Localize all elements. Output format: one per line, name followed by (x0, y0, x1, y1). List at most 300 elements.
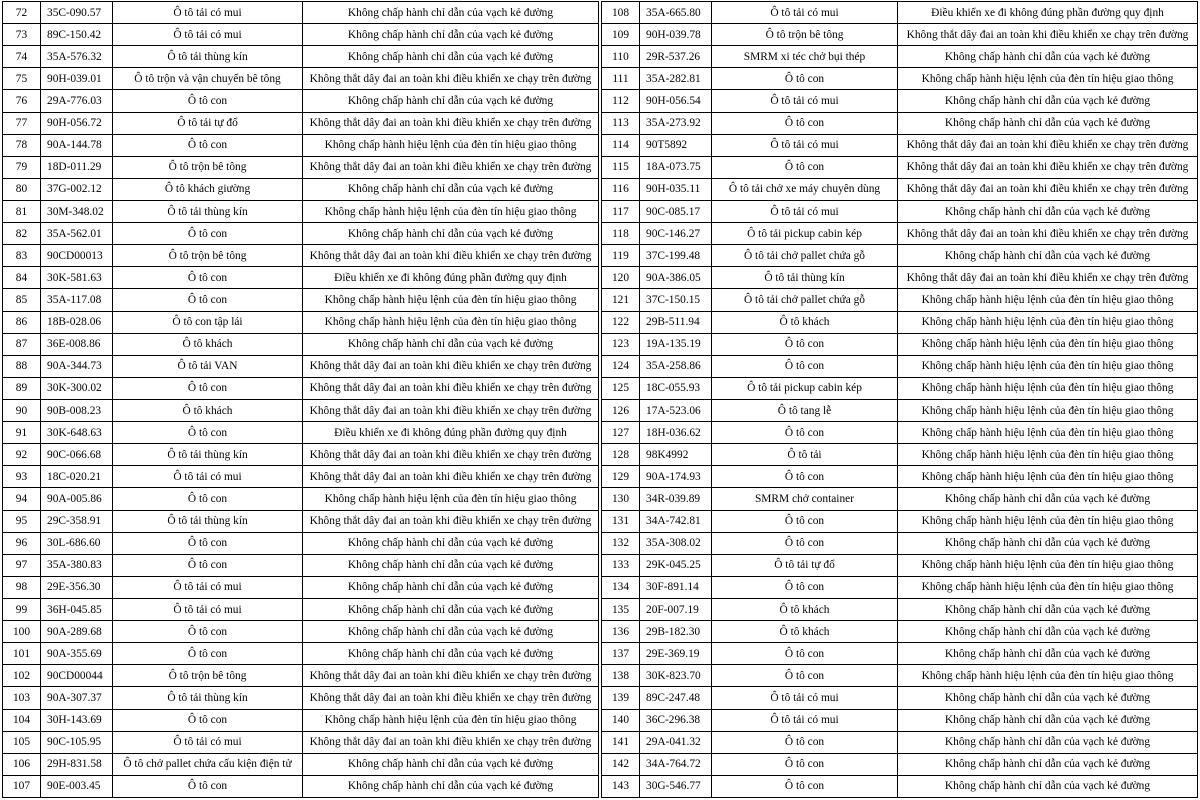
vehicle-type-cell: Ô tô tải (712, 444, 898, 466)
violation-cell: Không chấp hành chỉ dẫn của vạch kẻ đường (303, 643, 599, 665)
vehicle-type-cell: Ô tô con (113, 377, 303, 399)
table-row (602, 532, 1198, 554)
license-plate-cell: 29E-356.30 (41, 576, 113, 598)
row-number-cell: 99 (3, 598, 41, 620)
license-plate-cell: 90A-307.37 (41, 687, 113, 709)
license-plate-cell: 18B-028.06 (41, 311, 113, 333)
license-plate-cell: 90H-035.11 (640, 178, 712, 200)
table-row (3, 355, 599, 377)
violation-cell: Không chấp hành hiệu lệnh của đèn tín hiệu giao thông (898, 377, 1198, 399)
row-number-cell: 80 (3, 178, 41, 200)
violation-cell: Không chấp hành chỉ dẫn của vạch kẻ đường (898, 775, 1198, 797)
violation-cell: Không thắt dây đai an toàn khi điều khiển xe chạy trên đường (303, 355, 599, 377)
table-row (602, 709, 1198, 731)
license-plate-cell: 35A-117.08 (41, 289, 113, 311)
violation-cell: Không chấp hành chỉ dẫn của vạch kẻ đường (303, 576, 599, 598)
violation-cell: Không thắt dây đai an toàn khi điều khiển xe chạy trên đường (303, 510, 599, 532)
table-row (3, 731, 599, 753)
table-row (602, 510, 1198, 532)
row-number-cell: 77 (3, 112, 41, 134)
table-row (602, 289, 1198, 311)
violation-cell: Không thắt dây đai an toàn khi điều khiển xe chạy trên đường (898, 223, 1198, 245)
vehicle-type-cell: Ô tô con (712, 643, 898, 665)
violation-cell: Không thắt dây đai an toàn khi điều khiển xe chạy trên đường (303, 156, 599, 178)
row-number-cell: 83 (3, 245, 41, 267)
row-number-cell: 126 (602, 399, 640, 421)
table-row (602, 68, 1198, 90)
row-number-cell: 133 (602, 554, 640, 576)
vehicle-type-cell: Ô tô tải pickup cabin kép (712, 377, 898, 399)
table-row (602, 665, 1198, 687)
violation-cell: Không chấp hành hiệu lệnh của đèn tín hiệu giao thông (898, 68, 1198, 90)
license-plate-cell: 18H-036.62 (640, 422, 712, 444)
vehicle-type-cell: Ô tô tải có mui (712, 134, 898, 156)
license-plate-cell: 35A-562.01 (41, 223, 113, 245)
table-row (602, 311, 1198, 333)
row-number-cell: 78 (3, 134, 41, 156)
vehicle-type-cell: Ô tô con (113, 289, 303, 311)
license-plate-cell: 30K-648.63 (41, 422, 113, 444)
row-number-cell: 140 (602, 709, 640, 731)
license-plate-cell: 37G-002.12 (41, 178, 113, 200)
table-row (602, 200, 1198, 222)
violation-cell: Không chấp hành chỉ dẫn của vạch kẻ đường (898, 598, 1198, 620)
license-plate-cell: 35A-665.80 (640, 2, 712, 24)
license-plate-cell: 89C-247.48 (640, 687, 712, 709)
license-plate-cell: 30H-143.69 (41, 709, 113, 731)
license-plate-cell: 90CD00013 (41, 245, 113, 267)
row-number-cell: 79 (3, 156, 41, 178)
license-plate-cell: 19A-135.19 (640, 333, 712, 355)
vehicle-type-cell: Ô tô tải thùng kín (113, 444, 303, 466)
table-row (602, 156, 1198, 178)
license-plate-cell: 34A-764.72 (640, 753, 712, 775)
license-plate-cell: 90B-008.23 (41, 399, 113, 421)
vehicle-type-cell: Ô tô tải thùng kín (113, 46, 303, 68)
violation-cell: Không chấp hành chỉ dẫn của vạch kẻ đường (303, 333, 599, 355)
license-plate-cell: 17A-523.06 (640, 399, 712, 421)
license-plate-cell: 29R-537.26 (640, 46, 712, 68)
violation-cell: Không chấp hành chỉ dẫn của vạch kẻ đường (898, 112, 1198, 134)
table-row (3, 178, 599, 200)
row-number-cell: 125 (602, 377, 640, 399)
row-number-cell: 119 (602, 245, 640, 267)
violation-cell: Không chấp hành chỉ dẫn của vạch kẻ đường (898, 488, 1198, 510)
violation-cell: Không thắt dây đai an toàn khi điều khiển xe chạy trên đường (303, 466, 599, 488)
license-plate-cell: 90A-174.93 (640, 466, 712, 488)
vehicle-type-cell: Ô tô khách (712, 311, 898, 333)
violation-cell: Không chấp hành chỉ dẫn của vạch kẻ đường (898, 46, 1198, 68)
vehicle-type-cell: Ô tô con (113, 134, 303, 156)
vehicle-type-cell: Ô tô con (113, 223, 303, 245)
table-row (602, 753, 1198, 775)
table-row (3, 2, 599, 24)
vehicle-type-cell: Ô tô con (113, 775, 303, 797)
vehicle-type-cell: Ô tô con (712, 731, 898, 753)
violation-cell: Không thắt dây đai an toàn khi điều khiển xe chạy trên đường (898, 134, 1198, 156)
table-row (602, 112, 1198, 134)
vehicle-type-cell: Ô tô tải có mui (712, 200, 898, 222)
violation-cell: Không thắt dây đai an toàn khi điều khiển xe chạy trên đường (303, 112, 599, 134)
license-plate-cell: 35A-282.81 (640, 68, 712, 90)
row-number-cell: 92 (3, 444, 41, 466)
license-plate-cell: 37C-199.48 (640, 245, 712, 267)
violation-cell: Không chấp hành chỉ dẫn của vạch kẻ đường (898, 643, 1198, 665)
license-plate-cell: 18C-020.21 (41, 466, 113, 488)
vehicle-type-cell: Ô tô tải VAN (113, 355, 303, 377)
violation-cell: Không chấp hành hiệu lệnh của đèn tín hiệu giao thông (898, 355, 1198, 377)
violation-cell: Không thắt dây đai an toàn khi điều khiển xe chạy trên đường (303, 377, 599, 399)
violation-cell: Điều khiển xe đi không đúng phần đường quy định (898, 2, 1198, 24)
row-number-cell: 88 (3, 355, 41, 377)
row-number-cell: 81 (3, 200, 41, 222)
row-number-cell: 82 (3, 223, 41, 245)
license-plate-cell: 90A-005.86 (41, 488, 113, 510)
vehicle-type-cell: Ô tô tải tự đổ (113, 112, 303, 134)
vehicle-type-cell: Ô tô con (113, 621, 303, 643)
row-number-cell: 128 (602, 444, 640, 466)
vehicle-type-cell: Ô tô tải thùng kín (712, 267, 898, 289)
table-row (3, 444, 599, 466)
row-number-cell: 94 (3, 488, 41, 510)
violation-cell: Không chấp hành chỉ dẫn của vạch kẻ đường (303, 90, 599, 112)
row-number-cell: 141 (602, 731, 640, 753)
violation-cell: Không chấp hành chỉ dẫn của vạch kẻ đường (303, 554, 599, 576)
table-row (3, 90, 599, 112)
violation-cell: Không chấp hành chỉ dẫn của vạch kẻ đường (898, 532, 1198, 554)
table-row (602, 444, 1198, 466)
violation-cell: Không chấp hành chỉ dẫn của vạch kẻ đường (303, 178, 599, 200)
row-number-cell: 106 (3, 753, 41, 775)
license-plate-cell: 90H-039.78 (640, 24, 712, 46)
row-number-cell: 137 (602, 643, 640, 665)
license-plate-cell: 29C-358.91 (41, 510, 113, 532)
violation-cell: Không chấp hành hiệu lệnh của đèn tín hiệu giao thông (303, 134, 599, 156)
vehicle-type-cell: Ô tô tải chở xe máy chuyên dùng (712, 178, 898, 200)
vehicle-type-cell: Ô tô con (712, 510, 898, 532)
violation-cell: Điều khiển xe đi không đúng phần đường quy định (303, 422, 599, 444)
vehicle-type-cell: Ô tô con (712, 532, 898, 554)
row-number-cell: 73 (3, 24, 41, 46)
license-plate-cell: 35A-308.02 (640, 532, 712, 554)
row-number-cell: 118 (602, 223, 640, 245)
vehicle-type-cell: Ô tô chở pallet chứa cấu kiện điện tử (113, 753, 303, 775)
row-number-cell: 142 (602, 753, 640, 775)
row-number-cell: 98 (3, 576, 41, 598)
violation-cell: Không chấp hành chỉ dẫn của vạch kẻ đường (303, 775, 599, 797)
vehicle-type-cell: Ô tô tang lễ (712, 399, 898, 421)
license-plate-cell: 30F-891.14 (640, 576, 712, 598)
violation-cell: Không chấp hành hiệu lệnh của đèn tín hiệu giao thông (898, 399, 1198, 421)
vehicle-type-cell: Ô tô con (712, 333, 898, 355)
table-row (3, 333, 599, 355)
row-number-cell: 74 (3, 46, 41, 68)
vehicle-type-cell: Ô tô con (113, 90, 303, 112)
license-plate-cell: 90C-105.95 (41, 731, 113, 753)
violation-cell: Không chấp hành hiệu lệnh của đèn tín hiệu giao thông (898, 422, 1198, 444)
table-row (3, 621, 599, 643)
violation-cell: Không chấp hành chỉ dẫn của vạch kẻ đường (898, 200, 1198, 222)
row-number-cell: 129 (602, 466, 640, 488)
violation-cell: Điều khiển xe đi không đúng phần đường quy định (303, 267, 599, 289)
violation-cell: Không chấp hành chỉ dẫn của vạch kẻ đường (303, 532, 599, 554)
row-number-cell: 95 (3, 510, 41, 532)
vehicle-type-cell: Ô tô tải có mui (712, 687, 898, 709)
table-row (602, 267, 1198, 289)
violation-cell: Không chấp hành chỉ dẫn của vạch kẻ đường (303, 46, 599, 68)
violation-cell: Không chấp hành chỉ dẫn của vạch kẻ đường (898, 245, 1198, 267)
vehicle-type-cell: Ô tô tải chở pallet chứa gỗ (712, 245, 898, 267)
license-plate-cell: 90A-344.73 (41, 355, 113, 377)
violation-cell: Không thắt dây đai an toàn khi điều khiển xe chạy trên đường (303, 665, 599, 687)
row-number-cell: 127 (602, 422, 640, 444)
table-row (602, 333, 1198, 355)
vehicle-type-cell: SMRM xi téc chở bụi thép (712, 46, 898, 68)
license-plate-cell: 90C-085.17 (640, 200, 712, 222)
violation-cell: Không chấp hành chỉ dẫn của vạch kẻ đường (303, 753, 599, 775)
license-plate-cell: 20F-007.19 (640, 598, 712, 620)
row-number-cell: 104 (3, 709, 41, 731)
violation-cell: Không chấp hành chỉ dẫn của vạch kẻ đường (898, 753, 1198, 775)
violation-cell: Không chấp hành hiệu lệnh của đèn tín hiệu giao thông (898, 510, 1198, 532)
row-number-cell: 130 (602, 488, 640, 510)
row-number-cell: 96 (3, 532, 41, 554)
table-row (602, 223, 1198, 245)
violation-cell: Không chấp hành hiệu lệnh của đèn tín hiệu giao thông (303, 311, 599, 333)
row-number-cell: 102 (3, 665, 41, 687)
vehicle-type-cell: Ô tô tải pickup cabin kép (712, 223, 898, 245)
license-plate-cell: 30L-686.60 (41, 532, 113, 554)
vehicle-type-cell: Ô tô tải có mui (113, 598, 303, 620)
row-number-cell: 107 (3, 775, 41, 797)
row-number-cell: 84 (3, 267, 41, 289)
license-plate-cell: 34R-039.89 (640, 488, 712, 510)
row-number-cell: 91 (3, 422, 41, 444)
table-row (3, 687, 599, 709)
license-plate-cell: 29E-369.19 (640, 643, 712, 665)
row-number-cell: 135 (602, 598, 640, 620)
violation-cell: Không thắt dây đai an toàn khi điều khiển xe chạy trên đường (303, 687, 599, 709)
violation-cell: Không thắt dây đai an toàn khi điều khiển xe chạy trên đường (898, 156, 1198, 178)
license-plate-cell: 36E-008.86 (41, 333, 113, 355)
row-number-cell: 85 (3, 289, 41, 311)
license-plate-cell: 90CD00044 (41, 665, 113, 687)
table-row (602, 554, 1198, 576)
table-row (3, 709, 599, 731)
row-number-cell: 109 (602, 24, 640, 46)
vehicle-type-cell: Ô tô tải có mui (113, 576, 303, 598)
violation-cell: Không chấp hành chỉ dẫn của vạch kẻ đường (898, 687, 1198, 709)
license-plate-cell: 35C-090.57 (41, 2, 113, 24)
vehicle-type-cell: SMRM chở container (712, 488, 898, 510)
license-plate-cell: 30M-348.02 (41, 200, 113, 222)
license-plate-cell: 90A-355.69 (41, 643, 113, 665)
row-number-cell: 122 (602, 311, 640, 333)
table-row (3, 377, 599, 399)
vehicle-type-cell: Ô tô con (712, 775, 898, 797)
table-row (602, 355, 1198, 377)
license-plate-cell: 29B-182.30 (640, 621, 712, 643)
table-row (3, 267, 599, 289)
vehicle-type-cell: Ô tô con (113, 488, 303, 510)
row-number-cell: 86 (3, 311, 41, 333)
license-plate-cell: 18C-055.93 (640, 377, 712, 399)
license-plate-cell: 90H-056.72 (41, 112, 113, 134)
table-row (602, 178, 1198, 200)
vehicle-type-cell: Ô tô trộn bê tông (712, 24, 898, 46)
row-number-cell: 110 (602, 46, 640, 68)
vehicle-type-cell: Ô tô con (113, 643, 303, 665)
license-plate-cell: 35A-273.92 (640, 112, 712, 134)
row-number-cell: 139 (602, 687, 640, 709)
vehicle-type-cell: Ô tô tải chở pallet chứa gỗ (712, 289, 898, 311)
table-row (3, 289, 599, 311)
table-row (602, 621, 1198, 643)
license-plate-cell: 30K-823.70 (640, 665, 712, 687)
vehicle-type-cell: Ô tô trộn bê tông (113, 245, 303, 267)
license-plate-cell: 90E-003.45 (41, 775, 113, 797)
license-plate-cell: 29B-511.94 (640, 311, 712, 333)
row-number-cell: 116 (602, 178, 640, 200)
license-plate-cell: 90H-056.54 (640, 90, 712, 112)
violation-cell: Không thắt dây đai an toàn khi điều khiển xe chạy trên đường (898, 24, 1198, 46)
vehicle-type-cell: Ô tô con (712, 422, 898, 444)
row-number-cell: 143 (602, 775, 640, 797)
table-row (602, 422, 1198, 444)
row-number-cell: 113 (602, 112, 640, 134)
vehicle-type-cell: Ô tô tải có mui (712, 90, 898, 112)
table-row (3, 399, 599, 421)
vehicle-type-cell: Ô tô khách (712, 621, 898, 643)
violation-cell: Không chấp hành hiệu lệnh của đèn tín hiệu giao thông (898, 444, 1198, 466)
row-number-cell: 138 (602, 665, 640, 687)
row-number-cell: 101 (3, 643, 41, 665)
row-number-cell: 105 (3, 731, 41, 753)
license-plate-cell: 35A-380.83 (41, 554, 113, 576)
table-row (3, 134, 599, 156)
license-plate-cell: 90T5892 (640, 134, 712, 156)
row-number-cell: 93 (3, 466, 41, 488)
license-plate-cell: 90A-289.68 (41, 621, 113, 643)
license-plate-cell: 18D-011.29 (41, 156, 113, 178)
violation-cell: Không chấp hành hiệu lệnh của đèn tín hiệu giao thông (303, 200, 599, 222)
vehicle-type-cell: Ô tô con (712, 576, 898, 598)
row-number-cell: 75 (3, 68, 41, 90)
table-row (3, 598, 599, 620)
row-number-cell: 100 (3, 621, 41, 643)
table-row (602, 377, 1198, 399)
violation-table-right (601, 1, 1198, 798)
license-plate-cell: 30K-581.63 (41, 267, 113, 289)
vehicle-type-cell: Ô tô con tập lái (113, 311, 303, 333)
table-row (602, 245, 1198, 267)
table-row (602, 576, 1198, 598)
row-number-cell: 114 (602, 134, 640, 156)
violation-cell: Không thắt dây đai an toàn khi điều khiển xe chạy trên đường (303, 731, 599, 753)
license-plate-cell: 90H-039.01 (41, 68, 113, 90)
table-row (3, 422, 599, 444)
table-row (602, 134, 1198, 156)
violation-cell: Không chấp hành hiệu lệnh của đèn tín hiệu giao thông (898, 665, 1198, 687)
license-plate-cell: 37C-150.15 (640, 289, 712, 311)
table-row (602, 488, 1198, 510)
violation-cell: Không chấp hành chỉ dẫn của vạch kẻ đường (898, 90, 1198, 112)
table-row (3, 510, 599, 532)
violation-cell: Không thắt dây đai an toàn khi điều khiển xe chạy trên đường (303, 68, 599, 90)
violation-cell: Không chấp hành chỉ dẫn của vạch kẻ đường (303, 223, 599, 245)
row-number-cell: 103 (3, 687, 41, 709)
vehicle-type-cell: Ô tô tải thùng kín (113, 200, 303, 222)
row-number-cell: 120 (602, 267, 640, 289)
row-number-cell: 132 (602, 532, 640, 554)
row-number-cell: 124 (602, 355, 640, 377)
vehicle-type-cell: Ô tô con (712, 355, 898, 377)
table-row (602, 2, 1198, 24)
table-row (3, 665, 599, 687)
vehicle-type-cell: Ô tô khách (712, 598, 898, 620)
violation-cell: Không chấp hành chỉ dẫn của vạch kẻ đường (898, 731, 1198, 753)
row-number-cell: 90 (3, 399, 41, 421)
violation-cell: Không chấp hành chỉ dẫn của vạch kẻ đường (303, 598, 599, 620)
license-plate-cell: 90A-144.78 (41, 134, 113, 156)
violation-cell: Không thắt dây đai an toàn khi điều khiển xe chạy trên đường (303, 444, 599, 466)
vehicle-type-cell: Ô tô tải tự đổ (712, 554, 898, 576)
table-row (3, 643, 599, 665)
table-row (602, 466, 1198, 488)
vehicle-type-cell: Ô tô con (712, 753, 898, 775)
table-row (3, 24, 599, 46)
vehicle-type-cell: Ô tô con (113, 554, 303, 576)
violation-cell: Không chấp hành hiệu lệnh của đèn tín hiệu giao thông (303, 289, 599, 311)
license-plate-cell: 18A-073.75 (640, 156, 712, 178)
vehicle-type-cell: Ô tô con (712, 156, 898, 178)
row-number-cell: 76 (3, 90, 41, 112)
table-row (602, 46, 1198, 68)
table-row (3, 554, 599, 576)
license-plate-cell: 98K4992 (640, 444, 712, 466)
vehicle-type-cell: Ô tô tải có mui (113, 466, 303, 488)
violation-cell: Không chấp hành hiệu lệnh của đèn tín hiệu giao thông (898, 576, 1198, 598)
vehicle-type-cell: Ô tô khách (113, 399, 303, 421)
row-number-cell: 136 (602, 621, 640, 643)
license-plate-cell: 30K-300.02 (41, 377, 113, 399)
row-number-cell: 117 (602, 200, 640, 222)
license-plate-cell: 35A-576.32 (41, 46, 113, 68)
violation-cell: Không thắt dây đai an toàn khi điều khiển xe chạy trên đường (303, 399, 599, 421)
table-row (602, 24, 1198, 46)
license-plate-cell: 29K-045.25 (640, 554, 712, 576)
vehicle-type-cell: Ô tô con (113, 422, 303, 444)
violation-cell: Không chấp hành chỉ dẫn của vạch kẻ đường (303, 2, 599, 24)
table-row (602, 90, 1198, 112)
row-number-cell: 97 (3, 554, 41, 576)
vehicle-type-cell: Ô tô tải có mui (712, 709, 898, 731)
vehicle-type-cell: Ô tô khách (113, 333, 303, 355)
table-row (3, 753, 599, 775)
table-row (602, 731, 1198, 753)
vehicle-type-cell: Ô tô con (712, 665, 898, 687)
vehicle-type-cell: Ô tô con (113, 709, 303, 731)
license-plate-cell: 29A-041.32 (640, 731, 712, 753)
license-plate-cell: 30G-546.77 (640, 775, 712, 797)
violation-table-left (2, 1, 599, 798)
vehicle-type-cell: Ô tô con (113, 532, 303, 554)
violation-cell: Không chấp hành hiệu lệnh của đèn tín hiệu giao thông (898, 466, 1198, 488)
violation-tables (2, 1, 1198, 798)
vehicle-type-cell: Ô tô trộn và vận chuyển bê tông (113, 68, 303, 90)
right-table-body (602, 2, 1198, 798)
violation-cell: Không chấp hành hiệu lệnh của đèn tín hiệu giao thông (898, 333, 1198, 355)
